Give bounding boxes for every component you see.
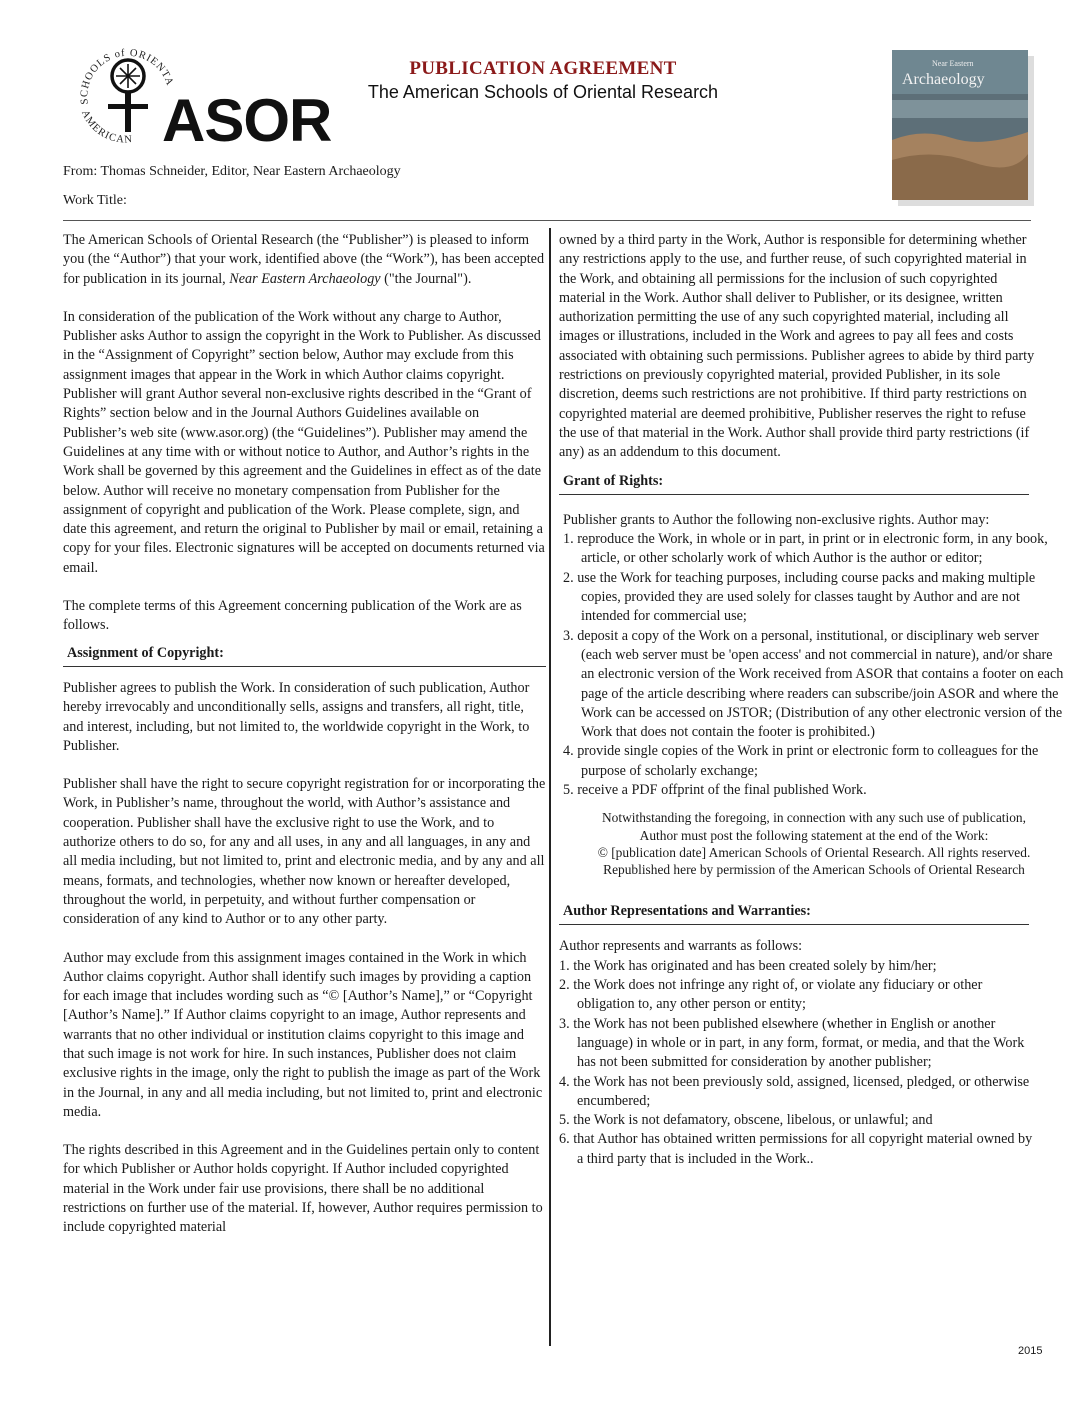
assignment-paragraph-2: Publisher shall have the right to secure copyright registration for or incorporating the Work, in Publisher’s name, throughout the world, with Author’s assistance and cooperation. Publisher shall have the exclusive right to use the Work, and to authorize others to do so, for any and all uses, in any and all languages, in any and all media including, but not limited to, print and electronic media, and by any and all means, formats, and technologies, whether now known or hereafter developed, throughout the world, in perpetuity, and without further compensation or consideration of any kind to Author or to any other party. — [63, 776, 546, 928]
page-title: PUBLICATION AGREEMENT — [409, 58, 677, 79]
assignment-paragraph-3: Author may exclude from this assignment images contained in the Work in which Author claims copyright. Author shall identify such images by providing a caption for each image that includes wording such as “© [Author’s Name],” or “Copyright [Author’s Name].” If Author claims copyright to an image, Author represents and warrants that no other individual or institution claims copyright to this image and that such image is not work for hire. In such instances, Publisher does not claim exclusive rights in the image, only the right to publish the image as part of the Work in the Journal, in any and all media including, but not limited to, print and electronic media. — [63, 949, 543, 1120]
right-column — [559, 231, 1069, 1169]
list-item: 3. the Work has not been published elsewhere (whether in English or another language) in whole or in part, in any form, format, or media, and that the Work has not been submitted for consideration by another publisher; — [559, 1015, 1025, 1071]
left-column — [63, 231, 546, 1238]
list-item: 4. the Work has not been previously sold, assigned, licensed, pledged, or otherwise encumbered; — [559, 1073, 1030, 1109]
terms-paragraph: The complete terms of this Agreement concerning publication of the Work are as follows. — [63, 598, 522, 634]
representations-intro: Author represents and warrants as follows: — [559, 938, 803, 955]
intro-paragraph: The American Schools of Oriental Research (the “Publisher”) is pleased to inform you (the “Author”) that your work, identified above (the “Work”), has been accepted for publication in its journal, Near Eastern Archaeology ("the Journal"). — [63, 232, 545, 287]
page-subtitle: The American Schools of Oriental Research — [367, 82, 719, 102]
assignment-heading: Assignment of Copyright: — [63, 644, 546, 667]
grant-heading: Grant of Rights: — [559, 472, 1029, 495]
page-number: 2015 — [1018, 1345, 1043, 1357]
assignment-paragraph-4: The rights described in this Agreement and in the Guidelines pertain only to content for which Publisher or Author holds copyright. If Author included copyrighted material in the Work under fair use provisions, there shall be no additional restrictions on further use of the material. If, however, Author requires permission to include copyrighted material — [63, 1142, 543, 1236]
grant-intro: Publisher grants to Author the following non-exclusive rights. Author may: — [563, 511, 990, 528]
cover-title-small: Near Eastern — [932, 59, 974, 68]
asor-wordmark: ASOR — [162, 87, 332, 154]
representations-heading: Author Representations and Warranties: — [559, 902, 1029, 925]
from-value: Thomas Schneider, Editor, Near Eastern Archaeology — [100, 164, 401, 179]
from-label: From: — [63, 164, 98, 179]
notice-line: Republished here by permission of the American Schools of Oriental Research — [603, 861, 1025, 877]
asor-logo — [70, 34, 332, 154]
from-line — [63, 164, 401, 180]
cover-title-big: Archaeology — [902, 71, 985, 88]
representations-list — [559, 957, 1039, 1169]
notice-line: Notwithstanding the foregoing, in connection with any such use of publication, — [602, 810, 1026, 826]
list-item: 4. provide single copies of the Work in print or electronic form to colleagues for the purpose of scholarly exchange; — [563, 743, 1039, 779]
required-notice — [559, 809, 1069, 878]
journal-name: Near Eastern Archaeology — [229, 270, 381, 287]
list-item: 5. receive a PDF offprint of the final published Work. — [563, 782, 867, 799]
third-party-paragraph: owned by a third party in the Work, Author is responsible for determining whether any restrictions apply to the use, and further reuse, of such copyrighted material in the Work, and obtaining all permissions for the inclusion of such copyrighted material in the Work. Author shall deliver to Publisher, or its designee, written authorization permitting the use of any such copyrighted material, including all images or illustrations, included in the Work and agrees to pay all fees and costs associated with obtaining such permissions. Publisher agrees to abide by third party restrictions on previously copyrighted material, provided Publisher, in its sole discretion, deems such restrictions are not prohibitive. If third party restrictions on copyrighted material are deemed prohibitive, Publisher reserves the right to refuse the use of that material in the Work. Author shall provide third party restrictions (if any) as an addendum to this document. — [559, 232, 1035, 461]
work-title-label: Work Title: — [63, 193, 127, 208]
list-item: 3. deposit a copy of the Work on a personal, institutional, or disciplinary web server (each web server must be 'open access' and not commercial in nature), and/or share an electronic version of the Work received from ASOR that contains a footer on each page of the article describing where readers can subscribe/join ASOR and where the Work can be accessed on JSTOR; (Distribution of any other electronic version of the Work that does not contain the footer is prohibited.) — [563, 627, 1064, 741]
list-item: 1. the Work has originated and has been created solely by him/her; — [559, 957, 937, 974]
list-item: 5. the Work is not defamatory, obscene, libelous, or unlawful; and — [559, 1112, 933, 1129]
column-divider — [549, 228, 551, 1346]
seal-text-bottom: AMERICAN — [79, 108, 134, 144]
list-item: 1. reproduce the Work, in whole or in part, in print or in electronic form, in any book, article, or other scholarly work of which Author is the author or editor; — [563, 531, 1048, 567]
grant-list — [559, 530, 1069, 800]
svg-text:SCHOOLS of ORIENTAL RESEARCH — [70, 34, 175, 105]
journal-cover-image — [892, 50, 1034, 206]
list-item: 2. the Work does not infringe any right of, or violate any fiduciary or other obligation to, any other person or entity; — [559, 977, 983, 1013]
list-item: 2. use the Work for teaching purposes, including course packs and making multiple copies, provided they are used solely for classes taught by Author and are not intended for commercial use; — [563, 569, 1036, 625]
notice-line: Author must post the following statement at the end of the Work: — [639, 827, 989, 843]
notice-line: © [publication date] American Schools of Oriental Research. All rights reserved. — [597, 844, 1031, 860]
seal-text-top: SCHOOLS of ORIENTA — [79, 47, 176, 105]
list-item: 6. that Author has obtained written permissions for all copyright material owned by a third party that is included in the Work.. — [559, 1131, 1033, 1167]
assignment-paragraph-1: Publisher agrees to publish the Work. In consideration of such publication, Author hereby irrevocably and unconditionally sells, assigns and transfers, all right, title, and interest, including, but not limited to, the worldwide copyright in the Work, to Publisher. — [63, 679, 530, 754]
consideration-paragraph: In consideration of the publication of the Work without any charge to Author, Publisher asks Author to assign the copyright in the Work to Publisher. As discussed in the “Assignment of Copyright” section below, Author may exclude from this assignment images that appear in the Work in which Author claims copyright. Publisher will grant Author several non-exclusive rights described in the “Grant of Rights” section below and in the Journal Authors Guidelines available on Publisher’s web site (www.asor.org) (the “Guidelines”). Publisher may amend the Guidelines at any time with or without notice to Author, and Author’s rights in the Work shall be governed by this agreement and the Guidelines in effect as of the date below. Author will receive no monetary compensation from Publisher for the assignment of copyright and publication of the Work. Please complete, sign, and date this agreement, and return the original to Publisher by mail or email, retaining a copy for your files. Electronic signatures will be accepted on documents returned via email. — [63, 308, 545, 576]
header-divider — [63, 220, 1031, 221]
